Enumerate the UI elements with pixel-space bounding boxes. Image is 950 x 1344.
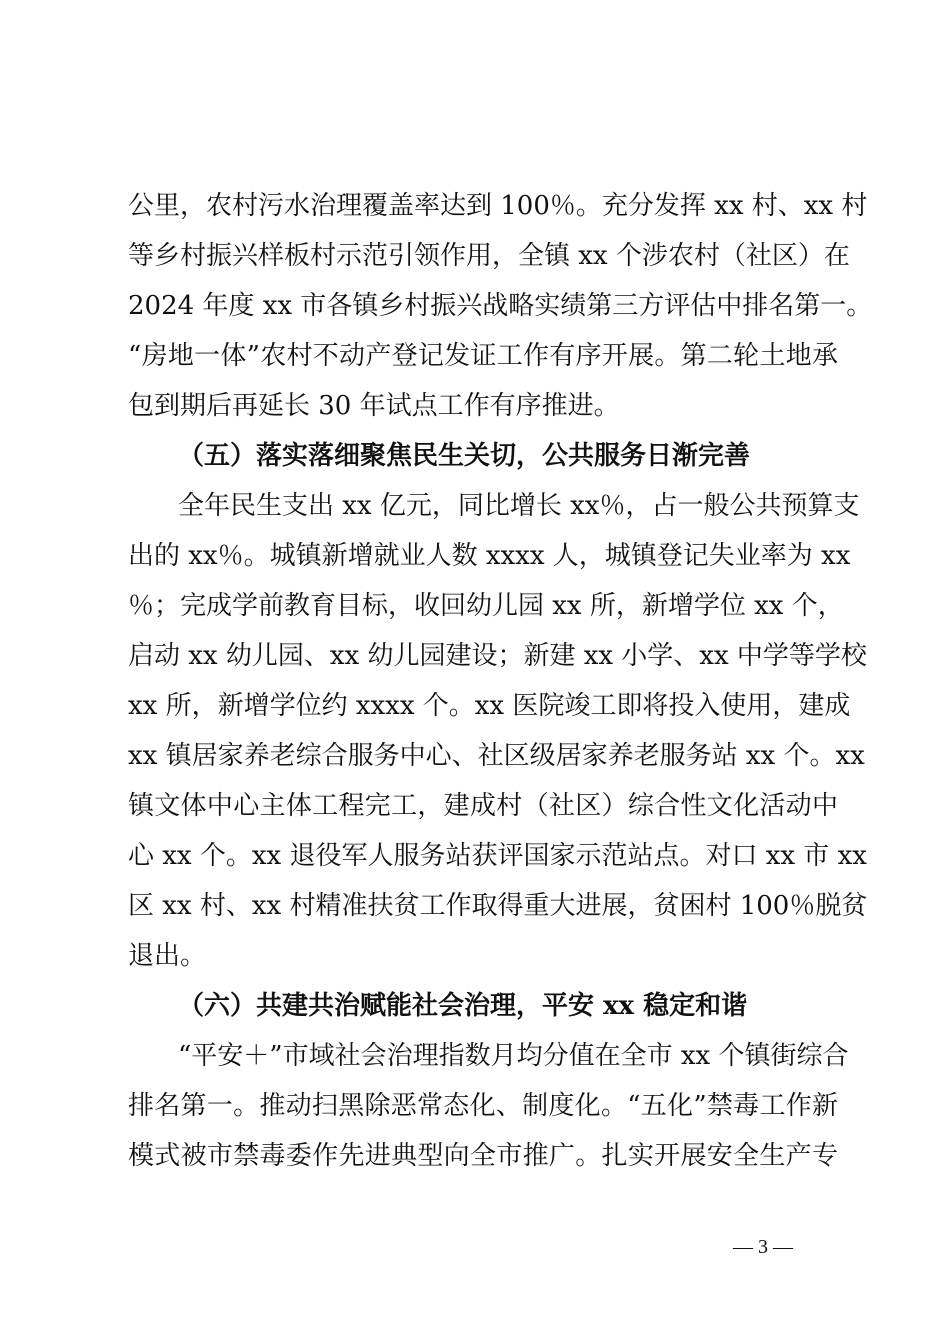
paragraph-line: 区 xx 村、xx 村精准扶贫工作取得重大进展，贫困村 100％脱贫 [128,891,868,921]
paragraph-line: 包到期后再延长 30 年试点工作有序推进。 [128,391,620,421]
paragraph-line: ％；完成学前教育目标，收回幼儿园 xx 所，新增学位 xx 个， [128,591,844,621]
section-heading: （六）共建共治赋能社会治理，平安 xx 稳定和谐 [178,991,748,1021]
paragraph-line: 等乡村振兴样板村示范引领作用，全镇 xx 个涉农村（社区）在 [128,241,850,271]
paragraph-line: “平安＋”市域社会治理指数月均分值在全市 xx 个镇街综合 [178,1041,849,1071]
page-number: — 3 — [733,1236,793,1258]
paragraph-line: 出的 xx％。城镇新增就业人数 xxxx 人，城镇登记失业率为 xx [128,541,851,571]
paragraph-line: 心 xx 个。xx 退役军人服务站获评国家示范站点。对口 xx 市 xx [128,841,867,871]
paragraph-line: xx 镇居家养老综合服务中心、社区级居家养老服务站 xx 个。xx [128,741,865,771]
paragraph-line: 镇文体中心主体工程完工，建成村（社区）综合性文化活动中 [128,791,838,821]
paragraph-line: 公里，农村污水治理覆盖率达到 100％。充分发挥 xx 村、xx 村 [128,191,868,221]
paragraph-line: 启动 xx 幼儿园、xx 幼儿园建设；新建 xx 小学、xx 中学等学校 [128,641,867,671]
section-heading: （五）落实落细聚焦民生关切，公共服务日渐完善 [178,441,751,471]
paragraph-line: 全年民生支出 xx 亿元，同比增长 xx％，占一般公共预算支 [178,491,860,521]
paragraph-line: 模式被市禁毒委作先进典型向全市推广。扎实开展安全生产专 [128,1141,838,1171]
paragraph-line: “房地一体”农村不动产登记发证工作有序开展。第二轮土地承 [128,341,838,371]
paragraph-line: 退出。 [128,941,207,971]
paragraph-line: 2024 年度 xx 市各镇乡村振兴战略实绩第三方评估中排名第一。 [128,291,873,321]
paragraph-line: 排名第一。推动扫黑除恶常态化、制度化。“五化”禁毒工作新 [128,1091,838,1121]
paragraph-line: xx 所，新增学位约 xxxx 个。xx 医院竣工即将投入使用，建成 [128,691,851,721]
